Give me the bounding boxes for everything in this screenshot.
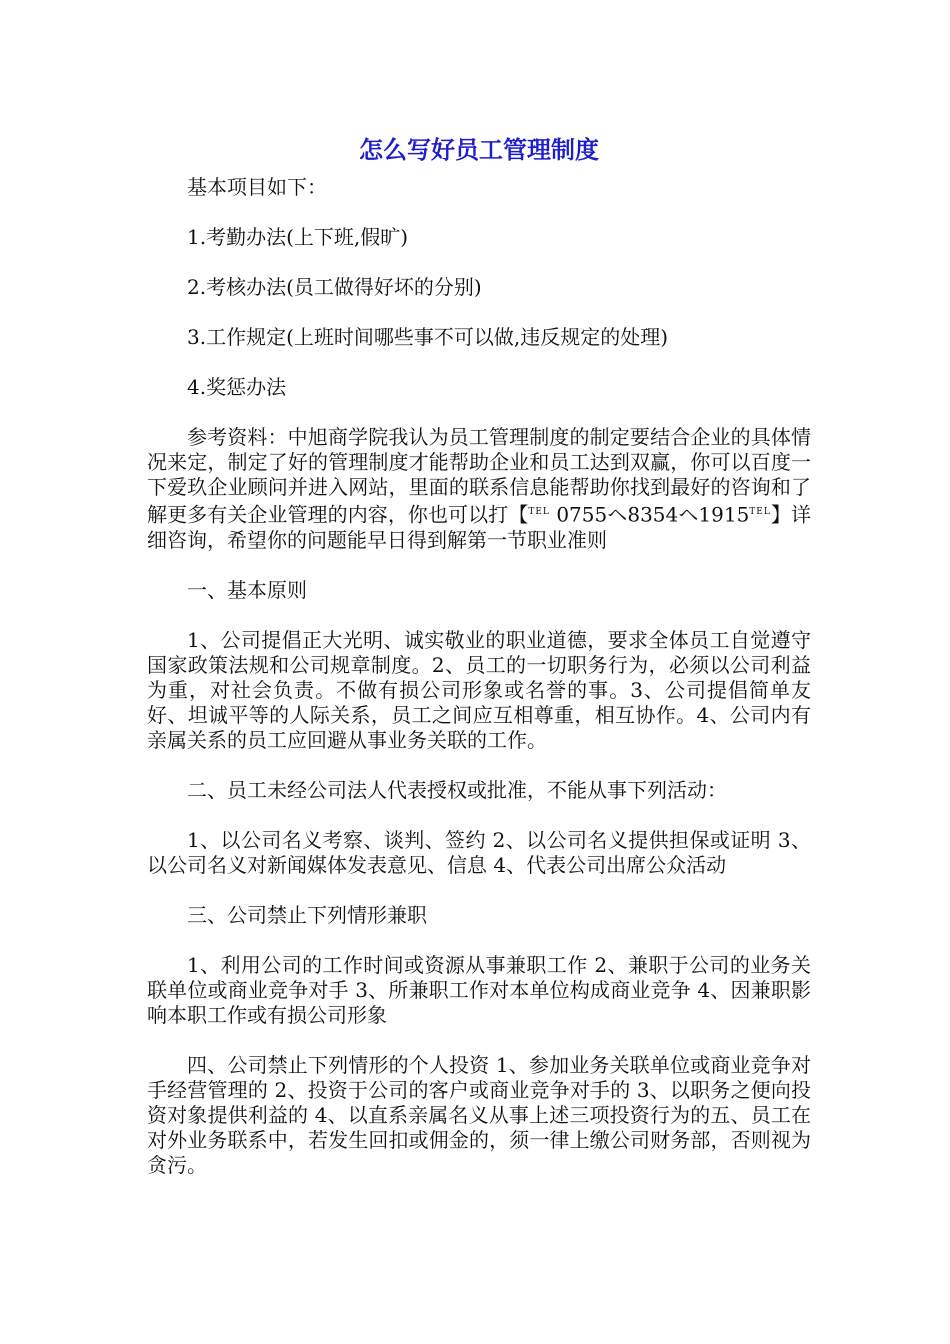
reference-paragraph (147, 425, 811, 553)
section-1-heading: 一、基本原则 (187, 577, 307, 602)
intro-paragraph: 基本项目如下： (187, 175, 327, 199)
item-1: 1.考勤办法(上下班,假旷) (187, 225, 409, 249)
section-3-heading: 三、公司禁止下列情形兼职 (187, 902, 427, 927)
tel-mark: TEL (528, 507, 550, 517)
section-2-body: 1、以公司名义考察、谈判、签约 2、以公司名义提供担保或证明 3、以公司名义对新闻媒体发表意见、信息 4、代表公司出席公众活动 (147, 827, 811, 877)
tel-mark-2: TEL (749, 507, 771, 517)
section-2-heading: 二、员工未经公司法人代表授权或批准，不能从事下列活动： (187, 777, 727, 802)
reference-text-before: 参考资料：中旭商学院我认为员工管理制度的制定要结合企业的具体情况来定，制定了好的管理制度才能帮助企业和员工达到双赢，你可以百度一下爱玖企业顾问并进入网站，里面的联系信息能帮助你找到最好的咨询和了解更多有关企业管理的内容，你也可以打【 (147, 425, 811, 527)
document-title: 怎么写好员工管理制度 (359, 136, 599, 164)
section-1-body: 1、公司提倡正大光明、诚实敬业的职业道德，要求全体员工自觉遵守国家政策法规和公司规章制度。2、员工的一切职务行为，必须以公司利益为重，对社会负责。不做有损公司形象或名誉的事。3、公司提倡简单友好、坦诚平等的人际关系，员工之间应互相尊重，相互协作。4、公司内有亲属关系的员工应回避从事业务关联的工作。 (147, 627, 811, 752)
item-3: 3.工作规定(上班时间哪些事不可以做,违反规定的处理) (187, 325, 669, 349)
reference-text-after: 】详细咨询，希望你的问题能早日得到解第一节职业准则 (147, 502, 811, 552)
item-4: 4.奖惩办法 (187, 375, 287, 399)
document-page (147, 128, 811, 1203)
section-4-paragraph: 四、公司禁止下列情形的个人投资 1、参加业务关联单位或商业竞争对手经营管理的 2、投资于公司的客户或商业竞争对手的 3、以职务之便向投资对象提供利益的 4、以直系亲属名义从事上述三项投资行为的五、员工在对外业务联系中，若发生回扣或佣金的，须一律上缴公司财务部，否则视为贪污。 (147, 1052, 811, 1177)
phone-number: 0755ヘ8354ヘ1915 (549, 502, 750, 527)
item-2: 2.考核办法(员工做得好坏的分别) (187, 275, 482, 299)
section-3-body: 1、利用公司的工作时间或资源从事兼职工作 2、兼职于公司的业务关联单位或商业竞争对手 3、所兼职工作对本单位构成商业竞争 4、因兼职影响本职工作或有损公司形象 (147, 952, 811, 1027)
